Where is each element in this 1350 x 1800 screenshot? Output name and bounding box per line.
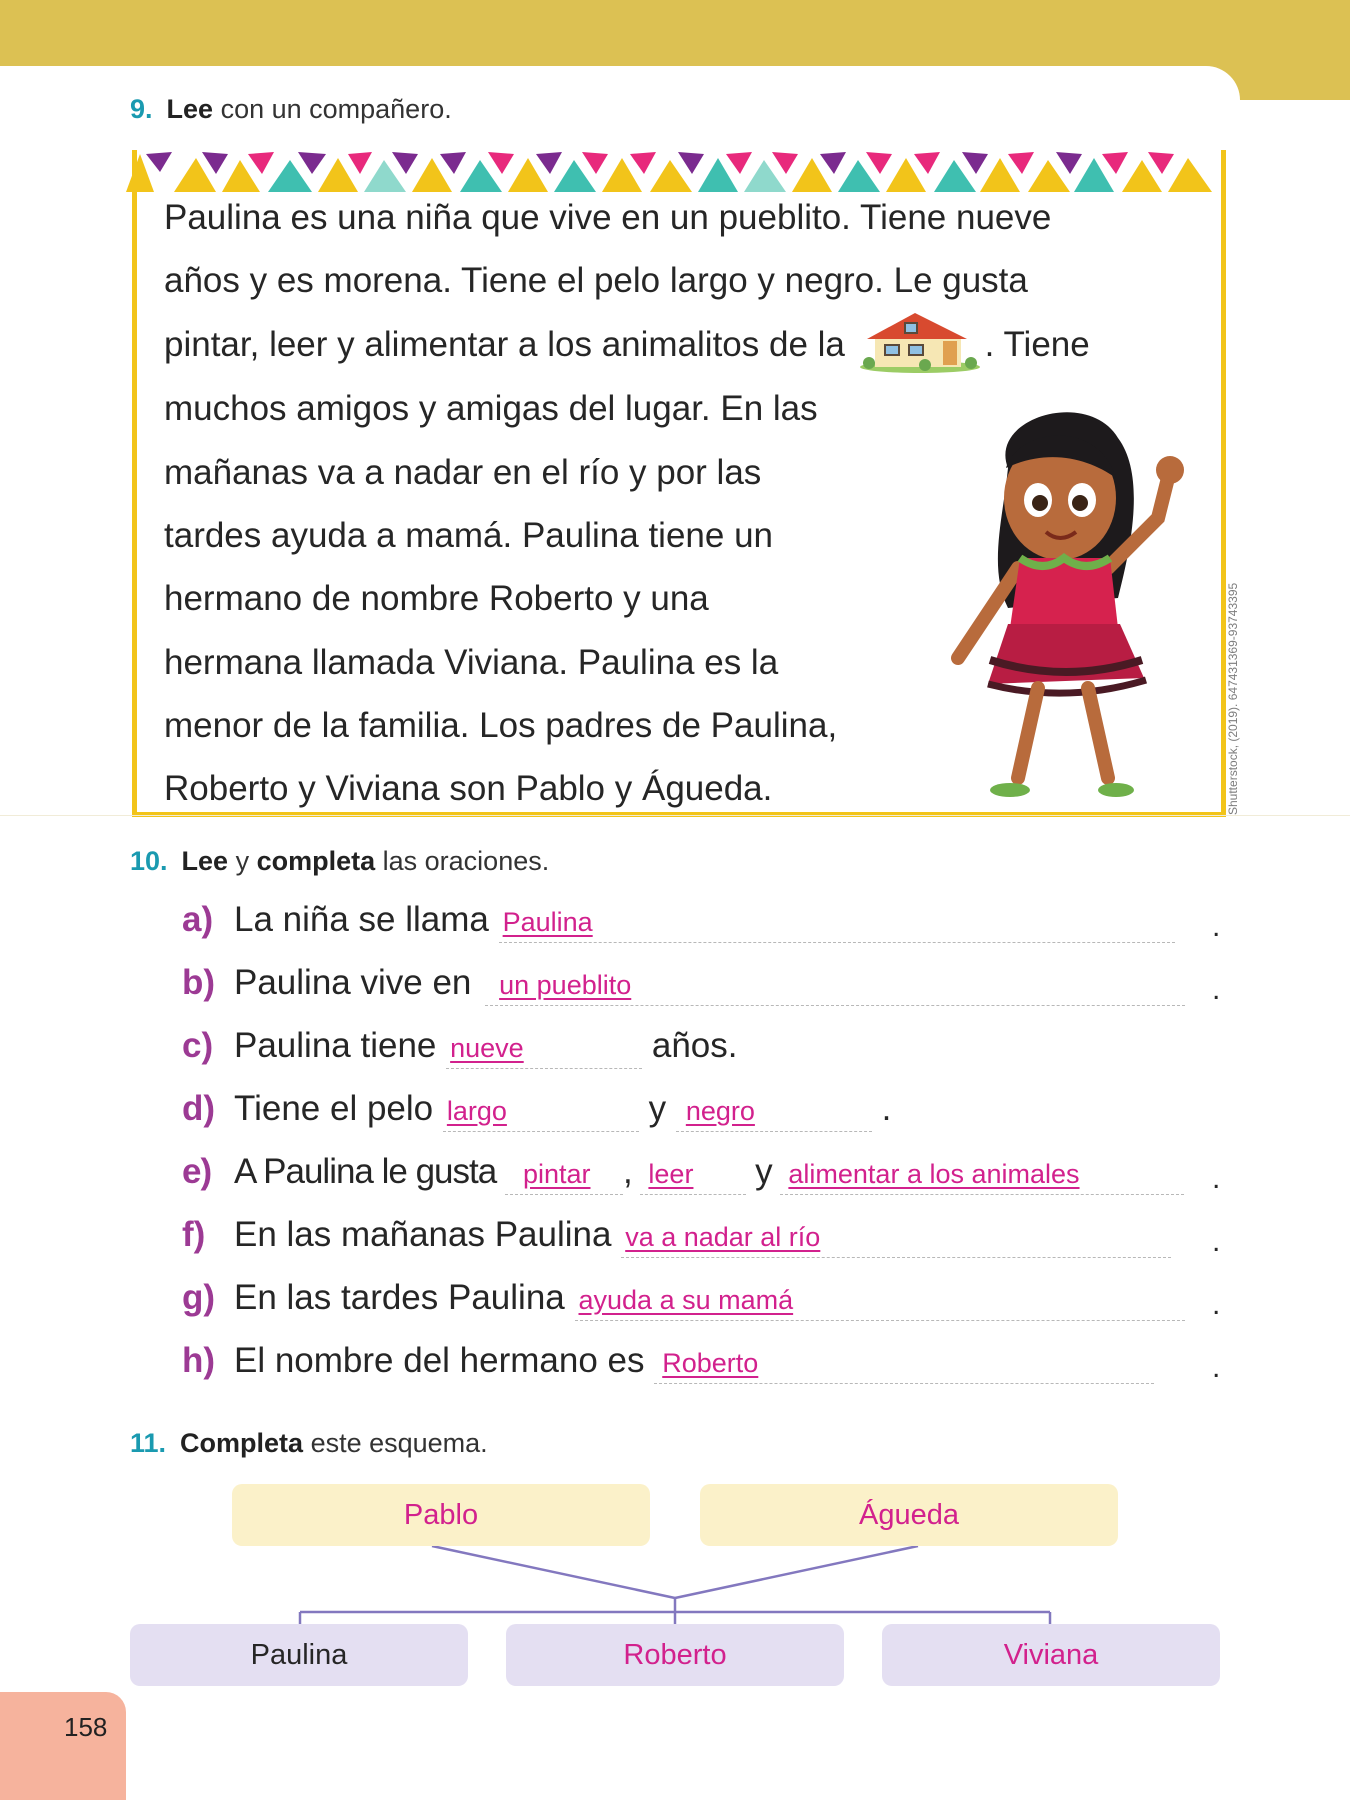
instruction-verb: Lee xyxy=(181,846,229,876)
sentence-text: Tiene el pelo xyxy=(234,1089,434,1128)
sentence-text: Paulina tiene xyxy=(234,1026,437,1065)
sentence-text: . xyxy=(881,1089,892,1128)
girl-illustration xyxy=(948,398,1208,808)
sentence-a xyxy=(182,900,1175,944)
instruction-text: y xyxy=(228,846,257,876)
sentence-g xyxy=(182,1278,1185,1322)
exercise-number: 10. xyxy=(130,846,168,876)
passage-line: Roberto y Viviana son Pablo y Águeda. xyxy=(164,769,773,809)
sentence-d xyxy=(182,1089,891,1133)
sentence-text: años. xyxy=(651,1026,738,1065)
instruction-text: este esquema. xyxy=(303,1428,488,1458)
child-box-roberto: Roberto xyxy=(506,1624,844,1686)
sentence-text: En las tardes Paulina xyxy=(234,1278,565,1317)
exercise-11-heading xyxy=(130,1428,488,1459)
answer-field[interactable]: alimentar a los animales xyxy=(780,1159,1184,1195)
instruction-verb: completa xyxy=(256,846,376,876)
period: . xyxy=(1212,1288,1221,1321)
sentence-b xyxy=(182,963,1185,1007)
answer-field[interactable]: nueve xyxy=(446,1033,642,1069)
page-number-tab xyxy=(0,1692,126,1800)
passage-line: hermana llamada Viviana. Paulina es la xyxy=(164,642,779,682)
sentence-text: La niña se llama xyxy=(234,900,489,939)
instruction-verb: Completa xyxy=(180,1428,304,1458)
exercise-number: 9. xyxy=(130,94,153,124)
item-letter: a) xyxy=(182,900,214,939)
item-letter: c) xyxy=(182,1026,214,1065)
passage-line: tardes ayuda a mamá. Paulina tiene un xyxy=(164,515,773,555)
sentence-text: El nombre del hermano es xyxy=(234,1341,645,1380)
period: . xyxy=(1212,1225,1221,1258)
answer-field[interactable]: negro xyxy=(676,1096,872,1132)
sentence-text: En las mañanas Paulina xyxy=(234,1215,612,1254)
sentence-c xyxy=(182,1026,737,1070)
child-box-paulina: Paulina xyxy=(130,1624,468,1686)
period: . xyxy=(1212,1351,1221,1384)
answer-field[interactable]: pintar xyxy=(505,1159,623,1195)
passage-text: . Tiene xyxy=(984,324,1090,364)
passage-text: pintar, leer y alimentar a los animalitos de la xyxy=(164,324,845,364)
child-box-viviana: Viviana xyxy=(882,1624,1220,1686)
item-letter: g) xyxy=(182,1278,216,1317)
sentence-text: , xyxy=(622,1152,632,1191)
sentence-text: A Paulina le gusta xyxy=(234,1152,497,1191)
page-number: 158 xyxy=(64,1712,108,1742)
answer-field[interactable]: largo xyxy=(443,1096,639,1132)
sentence-f xyxy=(182,1215,1171,1259)
answer-field[interactable]: va a nadar al río xyxy=(621,1222,1171,1258)
parent-box-agueda: Águeda xyxy=(700,1484,1118,1546)
instruction-text: con un compañero. xyxy=(213,94,452,124)
period: . xyxy=(1212,910,1221,943)
exercise-10-heading xyxy=(130,846,549,877)
exercise-9-heading xyxy=(130,94,452,125)
house-icon xyxy=(855,311,985,373)
item-letter: h) xyxy=(182,1341,216,1380)
section-divider xyxy=(0,815,1350,816)
sentence-e xyxy=(182,1152,1184,1196)
item-letter: f) xyxy=(182,1215,206,1254)
passage-line: muchos amigos y amigas del lugar. En las xyxy=(164,389,818,429)
answer-field[interactable]: un pueblito xyxy=(485,970,1185,1006)
answer-field[interactable]: Paulina xyxy=(499,907,1175,943)
sentence-text: y xyxy=(648,1089,667,1128)
instruction-verb: Lee xyxy=(166,94,214,124)
instruction-text: las oraciones. xyxy=(375,846,550,876)
parent-box-pablo: Pablo xyxy=(232,1484,650,1546)
passage-line: años y es morena. Tiene el pelo largo y negro. Le gusta xyxy=(164,261,1028,301)
passage-line xyxy=(164,313,1204,378)
answer-field[interactable]: Roberto xyxy=(654,1348,1154,1384)
sentence-h xyxy=(182,1341,1154,1385)
passage-line: hermano de nombre Roberto y una xyxy=(164,579,709,619)
passage-line: Paulina es una niña que vive en un pueblito. Tiene nueve xyxy=(164,198,1052,237)
sentence-text: Paulina vive en xyxy=(234,963,472,1002)
passage-line: menor de la familia. Los padres de Paulina, xyxy=(164,705,838,745)
item-letter: b) xyxy=(182,963,216,1002)
passage-line: mañanas va a nadar en el río y por las xyxy=(164,452,762,492)
sentence-text: y xyxy=(755,1152,772,1191)
item-letter: d) xyxy=(182,1089,216,1128)
answer-field[interactable]: ayuda a su mamá xyxy=(575,1285,1185,1321)
image-credit: Shutterstock, (2019). 647431369-93743395 xyxy=(1226,582,1240,815)
exercise-number: 11. xyxy=(130,1428,167,1458)
period: . xyxy=(1212,973,1221,1006)
period: . xyxy=(1212,1162,1221,1195)
answer-field[interactable]: leer xyxy=(640,1159,746,1195)
item-letter: e) xyxy=(182,1152,212,1191)
